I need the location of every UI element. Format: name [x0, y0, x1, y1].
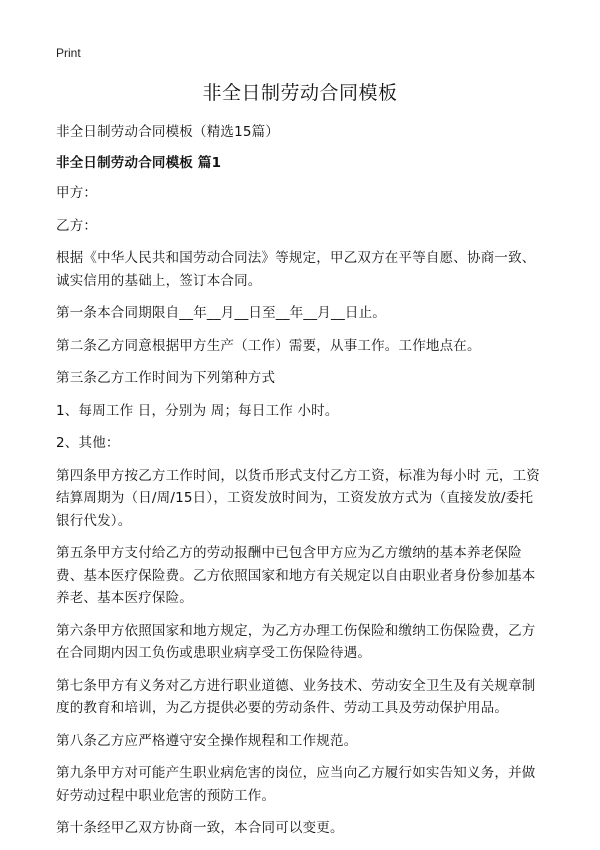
- clause-4: 第四条甲方按乙方工作时间，以货币形式支付乙方工资，标准为每小时 元，工资结算周期为（日/周/15日），工资发放时间为，工资发放方式为（直接发放/委托银行代发）。: [56, 467, 540, 529]
- document-title: 非全日制劳动合同模板: [202, 82, 398, 104]
- preamble-paragraph: 根据《中华人民共和国劳动合同法》等规定，甲乙双方在平等自愿、协商一致、诚实信用的基础上，签订本合同。: [56, 250, 536, 289]
- clause-3-option-2: 2、其他：: [56, 435, 120, 451]
- clause-2: 第二条乙方同意根据甲方生产（工作）需要，从事工作。工作地点在。: [56, 337, 481, 354]
- clause-8: 第八条乙方应严格遵守安全操作规程和工作规范。: [56, 732, 358, 749]
- document-body: [56, 121, 546, 850]
- section-heading: 非全日制劳动合同模板 篇1: [56, 154, 222, 171]
- clause-10: 第十条经甲乙双方协商一致，本合同可以变更。: [56, 820, 344, 836]
- document-subtitle: 非全日制劳动合同模板（精选15篇）: [56, 124, 280, 140]
- clause-3-option-1: 1、每周工作 日，分别为 周；每日工作 小时。: [56, 402, 339, 419]
- clause-5: 第五条甲方支付给乙方的劳动报酬中已包含甲方应为乙方缴纳的基本养老保险费、基本医疗保险费。乙方依照国家和地方有关规定以自由职业者身份参加基本养老、基本医疗保险。: [56, 545, 536, 606]
- clause-9: 第九条甲方对可能产生职业病危害的岗位，应当向乙方履行如实告知义务，并做好劳动过程中职业危害的预防工作。: [56, 765, 536, 804]
- clause-1: 第一条本合同期限自__年__月__日至__年__月__日止。: [56, 305, 386, 321]
- party-b-line: 乙方：: [56, 217, 98, 234]
- clause-7: 第七条甲方有义务对乙方进行职业道德、业务技术、劳动安全卫生及有关规章制度的教育和培训，为乙方提供必要的劳动条件、劳动工具及劳动保护用品。: [56, 677, 536, 716]
- party-a-line: 甲方：: [56, 185, 98, 201]
- clause-3: 第三条乙方工作时间为下列第种方式: [56, 370, 276, 386]
- print-label: Print: [56, 46, 81, 60]
- clause-6: 第六条甲方依照国家和地方规定，为乙方办理工伤保险和缴纳工伤保险费，乙方在合同期内因工负伤或患职业病享受工伤保险待遇。: [56, 622, 536, 661]
